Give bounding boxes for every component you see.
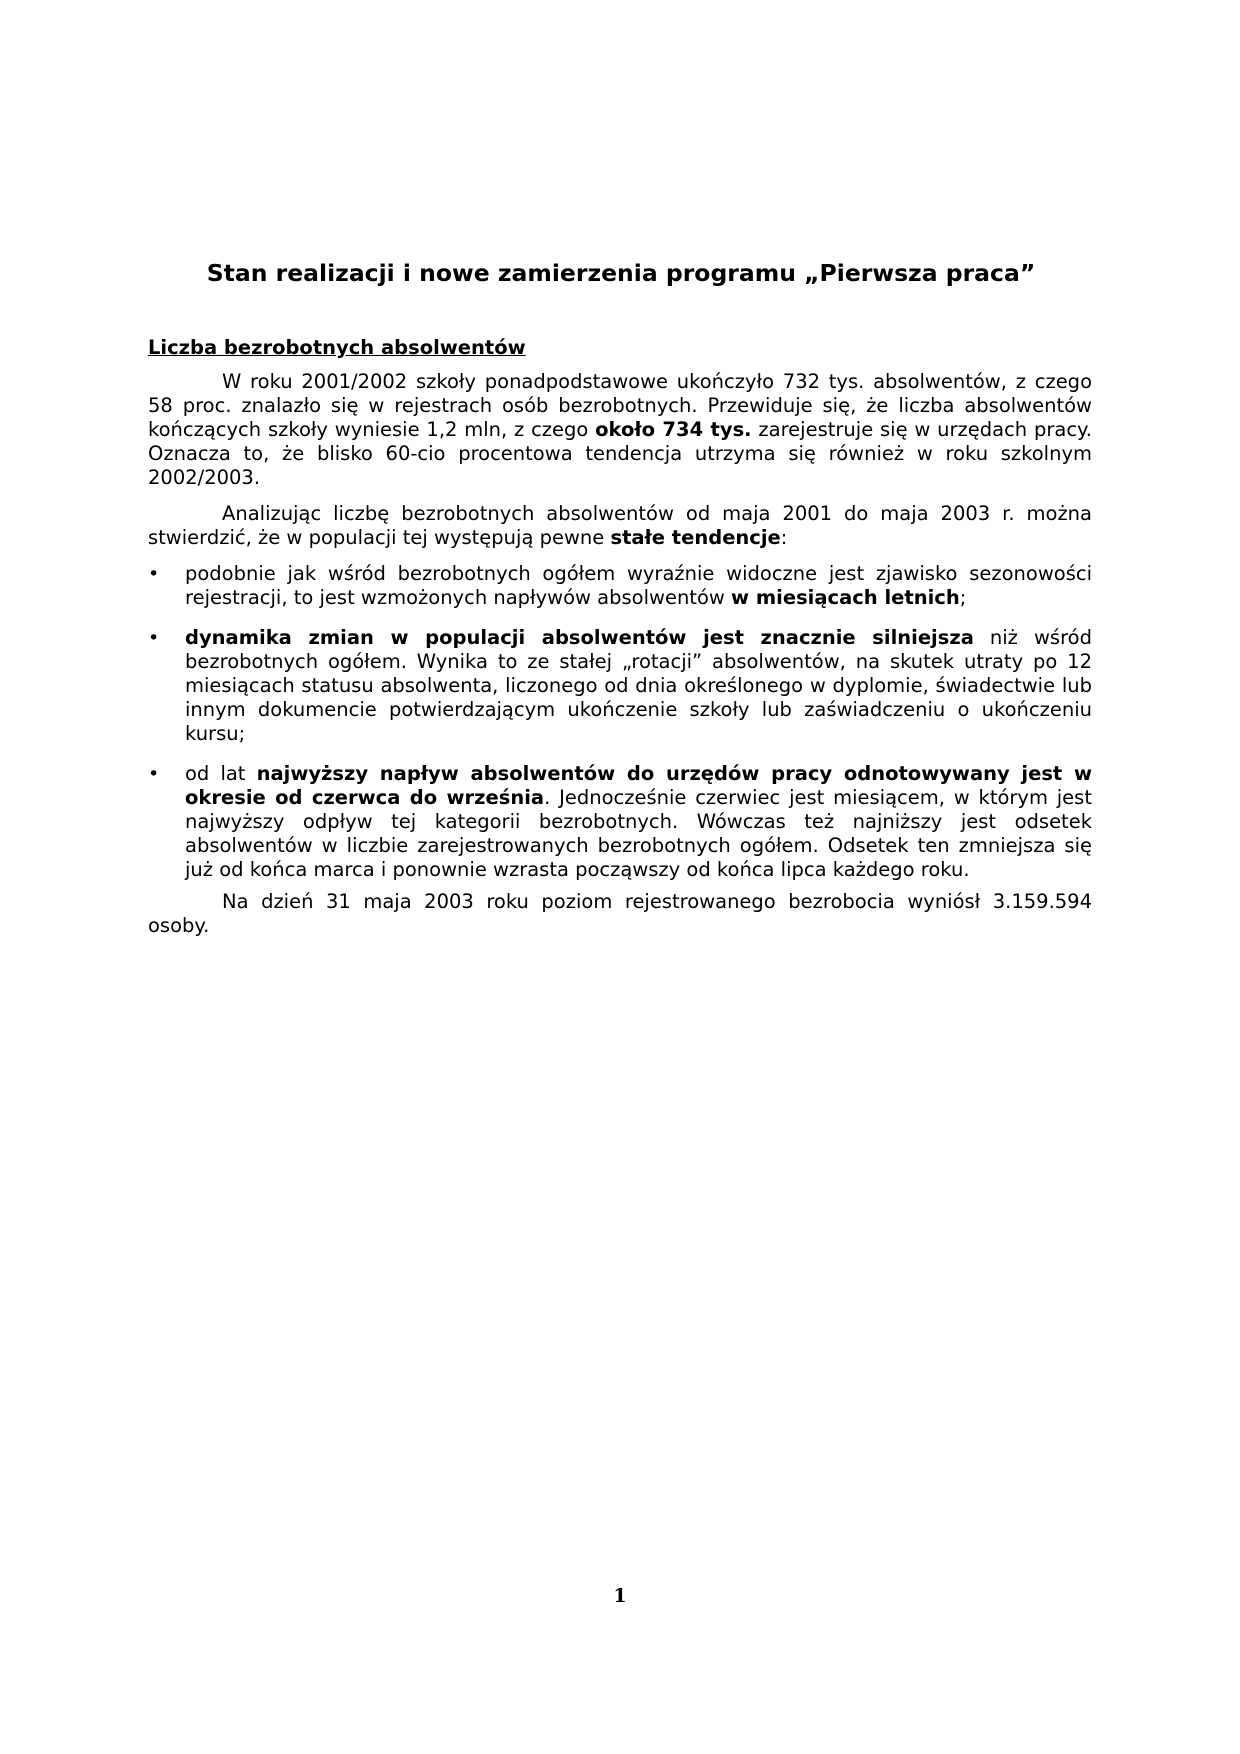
bullet-text: podobnie jak wśród bezrobotnych ogółem wyraźnie widoczne jest zjawisko sezonowości rejestracji, to jest wzmożonych napływów absolwentów	[185, 562, 1092, 609]
bullet-bold-text: w miesiącach letnich	[731, 586, 960, 609]
bullet-item-seasonality	[148, 562, 1092, 610]
document-title: Stan realizacji i nowe zamierzenia programu „Pierwsza praca”	[206, 259, 1036, 287]
bullet-text: . Jednocześnie czerwiec jest miesiącem, w którym jest najwyższy odpływ tej kategorii bezrobotnych. Wówczas też najniższy jest odsetek absolwentów w liczbie zarejestrowanych bezrobotnych ogółem. Odsetek ten zmniejsza się już od końca marca i ponownie wzrasta począwszy od końca lipca każdego roku.	[185, 786, 1092, 881]
paragraph-bold-text: około 734 tys.	[595, 418, 752, 441]
bullet-bold-text: dynamika zmian w populacji absolwentów jest znacznie silniejsza	[185, 626, 974, 649]
bullet-bold-text: najwyższy napływ absolwentów do urzędów pracy odnotowywany jest w okresie od czerwca do września	[185, 762, 1092, 809]
document-body	[148, 336, 1092, 950]
paragraph-text: :	[780, 526, 788, 549]
bullet-icon: •	[148, 563, 160, 585]
paragraph-trends-intro	[148, 502, 1092, 550]
bullet-item-dynamics	[148, 626, 1092, 746]
paragraph-graduates-count	[148, 370, 1092, 490]
paragraph-text: Analizując liczbę bezrobotnych absolwentów od maja 2001 do maja 2003 r. można stwierdzić, że w populacji tej występują pewne	[148, 502, 1092, 549]
bullet-text: ;	[959, 586, 967, 609]
bullet-icon: •	[148, 627, 160, 649]
trends-bullet-list	[148, 562, 1092, 882]
bullet-text: niż wśród bezrobotnych ogółem. Wynika to ze stałej „rotacji” absolwentów, na skutek utraty po 12 miesiącach statusu absolwenta, liczonego od dnia określonego w dyplomie, świadectwie lub innym dokumencie potwierdzającym ukończenie szkoły lub zaświadczeniu o ukończeniu kursu;	[185, 626, 1092, 745]
paragraph-text: zarejestruje się w urzędach pracy. Oznacza to, że blisko 60-cio procentowa tendencja utrzyma się również w roku szkolnym 2002/2003.	[148, 418, 1092, 489]
paragraph-text: W roku 2001/2002 szkoły ponadpodstawowe ukończyło 732 tys. absolwentów, z czego 58 proc. znalazło się w rejestrach osób bezrobotnych. Przewiduje się, że liczba absolwentów kończących szkoły wyniesie 1,2 mln, z czego	[148, 370, 1092, 441]
bullet-text: od lat	[185, 762, 257, 785]
paragraph-unemployment-level: Na dzień 31 maja 2003 roku poziom rejestrowanego bezrobocia wyniósł 3.159.594 osoby.	[148, 890, 1092, 937]
bullet-icon: •	[148, 763, 160, 785]
bullet-item-inflow-period	[148, 762, 1092, 882]
section-heading: Liczba bezrobotnych absolwentów	[148, 336, 526, 359]
page-number: 1	[613, 1585, 627, 1607]
paragraph-bold-text: stałe tendencje	[610, 526, 781, 549]
